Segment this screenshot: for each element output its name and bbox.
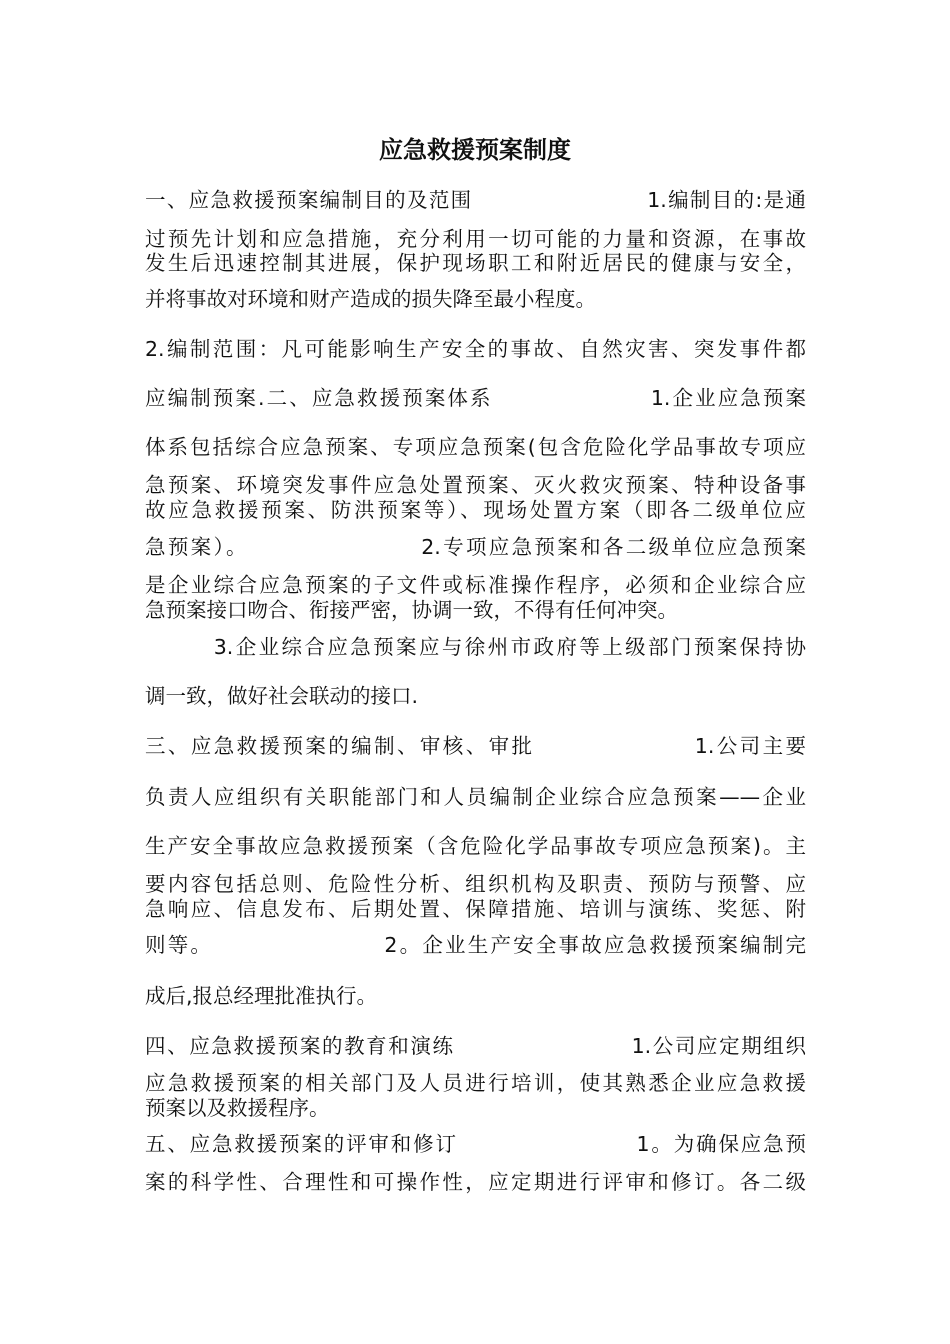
paragraph-line: 案的科学性、合理性和可操作性，应定期进行评审和修订。各二级 <box>145 1170 806 1194</box>
paragraph-line: 一、应急救援预案编制目的及范围 1.编制目的:是通 <box>145 188 806 212</box>
paragraph-line: 五、应急救援预案的评审和修订 1。为确保应急预 <box>145 1132 806 1156</box>
paragraph-line: 急预案）。 2.专项应急预案和各二级单位应急预案 <box>145 535 806 559</box>
paragraph-line: 负责人应组织有关职能部门和人员编制企业综合应急预案——企业 <box>145 785 806 809</box>
paragraph-line: 并将事故对环境和财产造成的损失降至最小程度。 <box>145 287 596 311</box>
paragraph-line: 调一致，做好社会联动的接口. <box>145 684 419 708</box>
paragraph-line: 过预先计划和应急措施，充分利用一切可能的力量和资源，在事故 <box>145 227 806 251</box>
document-title: 应急救援预案制度 <box>379 136 571 164</box>
paragraph-line: 3.企业综合应急预案应与徐州市政府等上级部门预案保持协 <box>145 635 806 659</box>
paragraph-line: 应编制预案.二、应急救援预案体系 1.企业应急预案 <box>145 386 806 410</box>
paragraph-line: 生产安全事故应急救援预案（含危险化学品事故专项应急预案)。主 <box>145 834 806 858</box>
paragraph-line: 发生后迅速控制其进展，保护现场职工和附近居民的健康与安全， <box>145 251 806 275</box>
paragraph-line: 应急救援预案的相关部门及人员进行培训，使其熟悉企业应急救援 <box>145 1071 806 1095</box>
paragraph-line: 四、应急救援预案的教育和演练 1.公司应定期组织 <box>145 1034 806 1058</box>
paragraph-line: 成后,报总经理批准执行。 <box>145 984 378 1008</box>
paragraph-line: 急预案、环境突发事件应急处置预案、灭火救灾预案、特种设备事 <box>145 473 806 497</box>
paragraph-line: 故应急救援预案、防洪预案等）、现场处置方案（即各二级单位应 <box>145 498 806 522</box>
paragraph-line: 2.编制范围：凡可能影响生产安全的事故、自然灾害、突发事件都 <box>145 337 806 361</box>
paragraph-line: 预案以及救援程序。 <box>145 1096 330 1120</box>
paragraph-line: 急响应、信息发布、后期处置、保障措施、培训与演练、奖惩、附 <box>145 897 806 921</box>
paragraph-line: 体系包括综合应急预案、专项应急预案(包含危险化学品事故专项应 <box>145 435 806 459</box>
paragraph-line: 是企业综合应急预案的子文件或标准操作程序，必须和企业综合应 <box>145 573 806 597</box>
paragraph-line: 则等。 2。企业生产安全事故应急救援预案编制完 <box>145 933 806 957</box>
paragraph-line: 要内容包括总则、危险性分析、组织机构及职责、预防与预警、应 <box>145 872 806 896</box>
paragraph-line: 急预案接口吻合、衔接严密，协调一致，不得有任何冲突。 <box>145 598 678 622</box>
paragraph-line: 三、应急救援预案的编制、审核、审批 1.公司主要 <box>145 734 806 758</box>
